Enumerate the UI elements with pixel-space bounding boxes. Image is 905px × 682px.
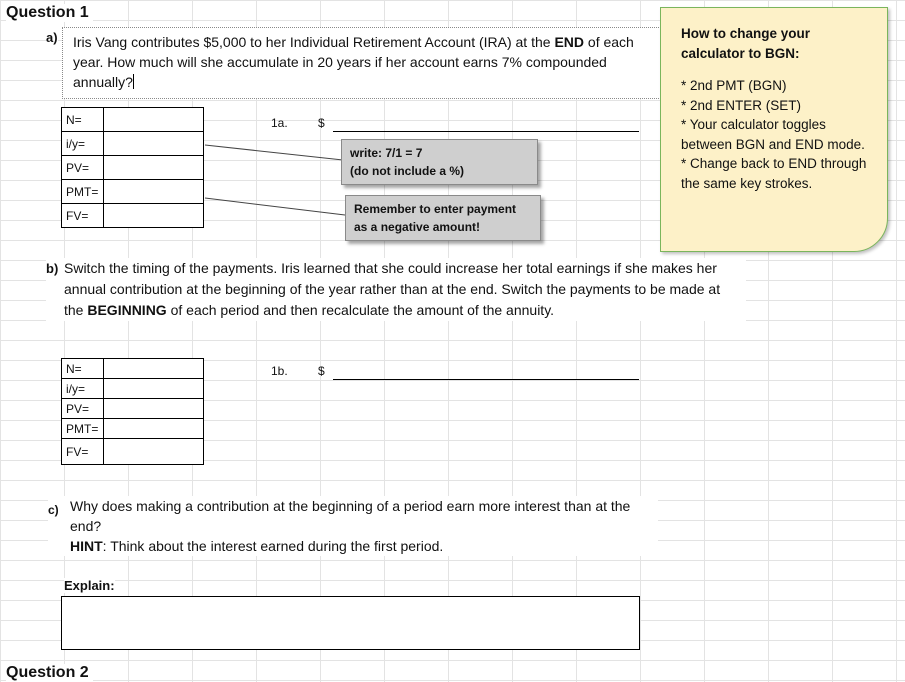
- note-iy-line1: write: 7/1 = 7: [350, 146, 423, 160]
- table-b-label-n: N=: [62, 359, 104, 379]
- callout-connectors: [200, 135, 350, 225]
- calculator-table-b: [61, 358, 204, 465]
- calculator-bgn-hint-box: [660, 7, 888, 252]
- note-iy-line2: (do not include a %): [350, 164, 464, 178]
- part-a-text-start: Iris Vang contributes $5,000 to her Individual Retirement Account (IRA) at the: [73, 34, 555, 50]
- callout-line-iy: [205, 145, 343, 160]
- part-b-text-bold: BEGINNING: [87, 302, 167, 318]
- table-a-label-fv: FV=: [62, 204, 104, 228]
- answer-1b-number: 1b.: [271, 364, 288, 378]
- table-b-input-pv[interactable]: [104, 399, 204, 419]
- text-cursor: [133, 74, 134, 89]
- answer-1b-line[interactable]: [333, 379, 639, 380]
- part-b-letter: b): [46, 261, 59, 276]
- part-b-text-start: Switch the timing of the payments. Iris learned that she could increase her total earnings if she makes her annual contribution at the beginning of the year rather than at the end. Switch the payments to be made at the: [64, 260, 721, 318]
- hint-line: * 2nd PMT (BGN): [681, 78, 787, 93]
- part-c-question: [48, 496, 658, 556]
- table-a-label-pv: PV=: [62, 156, 104, 180]
- part-b-text-end: of each period and then recalculate the amount of the annuity.: [166, 302, 555, 318]
- hint-line: * Change back to END through the same key strokes.: [681, 156, 867, 191]
- table-a-input-pmt[interactable]: [104, 180, 204, 204]
- table-b-label-iy: i/y=: [62, 379, 104, 399]
- note-pmt-line2: as a negative amount!: [354, 220, 481, 234]
- note-pmt-callout: [345, 195, 541, 241]
- part-a-text-end: of each year. How much will she accumulate in 20 years if her account earns 7% compounded annually?: [73, 34, 634, 90]
- answer-1a-currency: $: [318, 116, 325, 130]
- part-a-letter: a): [46, 30, 58, 45]
- part-b-question: [46, 258, 746, 321]
- table-b-input-n[interactable]: [104, 359, 204, 379]
- part-a-text-bold: END: [554, 34, 585, 50]
- callout-line-pmt: [205, 198, 345, 215]
- table-b-label-pmt: PMT=: [62, 419, 104, 439]
- hint-line: * Your calculator toggles between BGN and END mode.: [681, 117, 865, 152]
- calculator-table-a: [61, 107, 204, 228]
- part-c-letter: c): [48, 503, 59, 517]
- note-iy-callout: [341, 139, 538, 185]
- question-1-title: Question 1: [6, 4, 93, 22]
- part-c-hint-label: HINT: [70, 538, 103, 554]
- answer-1a-number: 1a.: [271, 116, 288, 130]
- table-a-input-iy[interactable]: [104, 132, 204, 156]
- answer-1b-currency: $: [318, 364, 325, 378]
- table-a-label-pmt: PMT=: [62, 180, 104, 204]
- hint-title: How to change your calculator to BGN:: [681, 26, 811, 61]
- table-b-label-fv: FV=: [62, 439, 104, 465]
- explain-label: Explain:: [64, 578, 115, 593]
- table-b-input-pmt[interactable]: [104, 419, 204, 439]
- table-a-input-fv[interactable]: [104, 204, 204, 228]
- table-a-input-pv[interactable]: [104, 156, 204, 180]
- table-b-label-pv: PV=: [62, 399, 104, 419]
- table-b-input-iy[interactable]: [104, 379, 204, 399]
- table-a-label-iy: i/y=: [62, 132, 104, 156]
- note-pmt-line1: Remember to enter payment: [354, 202, 517, 216]
- table-a-label-n: N=: [62, 108, 104, 132]
- part-a-question-textbox[interactable]: [62, 27, 667, 99]
- table-a-input-n[interactable]: [104, 108, 204, 132]
- explain-answer-box[interactable]: [61, 596, 640, 650]
- table-b-input-fv[interactable]: [104, 439, 204, 465]
- question-2-title: Question 2: [6, 664, 93, 682]
- answer-1a-line[interactable]: [333, 131, 639, 132]
- hint-line: * 2nd ENTER (SET): [681, 97, 802, 113]
- part-c-question-text: Why does making a contribution at the beginning of a period earn more interest than at the end?: [70, 498, 631, 534]
- part-c-hint-text: : Think about the interest earned during the first period.: [102, 538, 444, 554]
